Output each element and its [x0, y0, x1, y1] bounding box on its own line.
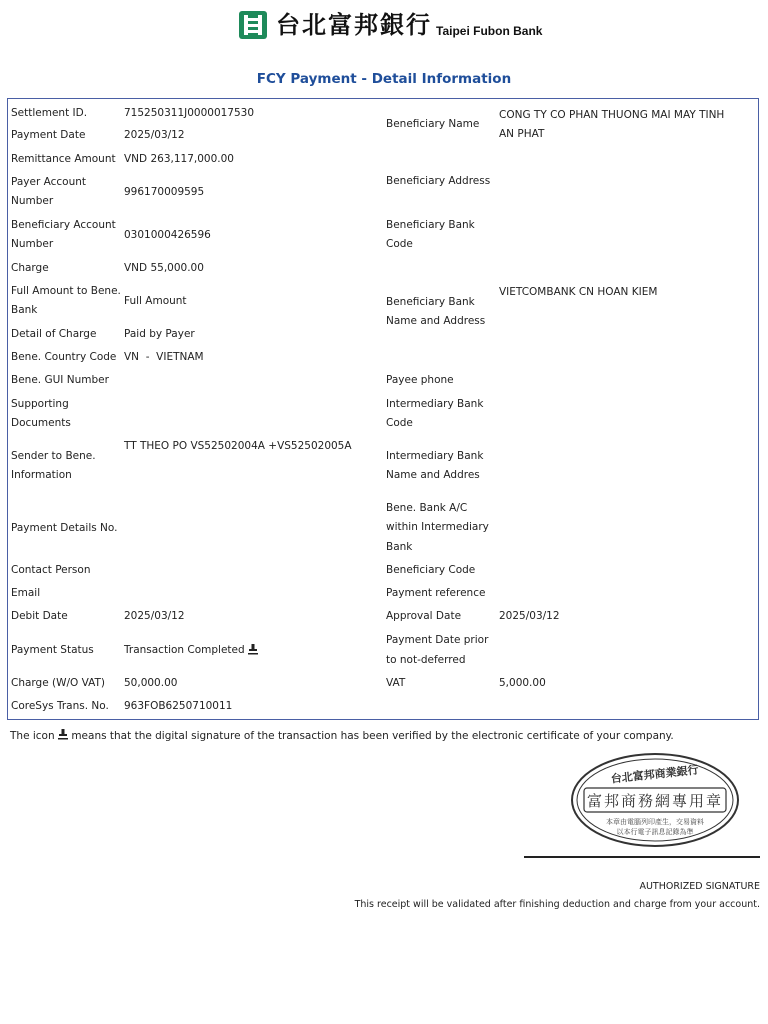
payment-status-value	[124, 641, 258, 661]
debit-date-value: 2025/03/12	[124, 610, 185, 622]
bene-ac-inter-label-1: Bene. Bank A/C	[386, 502, 468, 514]
bene-account-value: 0301000426596	[124, 229, 211, 241]
svg-text:本章由電腦列印產生，交易資料: 本章由電腦列印產生，交易資料	[606, 818, 704, 826]
bene-country-value: VN - VIETNAM	[124, 351, 204, 363]
bene-bank-name-value: VIETCOMBANK CN HOAN KIEM	[499, 286, 658, 298]
bank-name-en: Taipei Fubon Bank	[436, 24, 543, 38]
bene-bank-name-label-1: Beneficiary Bank	[386, 296, 475, 308]
payment-date-value: 2025/03/12	[124, 129, 185, 141]
bene-ac-inter-label-2: within Intermediary	[386, 521, 489, 533]
remittance-amount-value: VND 263,117,000.00	[124, 153, 234, 165]
inter-bank-code-label-1: Intermediary Bank	[386, 398, 484, 410]
inter-bank-name-label-2: Name and Addres	[386, 469, 480, 481]
payment-status-text: Transaction Completed	[124, 644, 245, 656]
supporting-docs-label-2: Documents	[11, 417, 71, 429]
settlement-id-value: 715250311J0000017530	[124, 107, 255, 119]
receipt-note: This receipt will be validated after finishing deduction and charge from your account.	[354, 899, 760, 910]
bene-name-value-2: AN PHAT	[499, 128, 545, 140]
approval-date-label: Approval Date	[386, 610, 462, 622]
charge-label: Charge	[11, 262, 49, 274]
signature-note	[10, 728, 674, 742]
detail-charge-value: Paid by Payer	[124, 328, 195, 340]
bene-bank-code-label-1: Beneficiary Bank	[386, 219, 475, 231]
verified-signature-icon	[58, 728, 68, 740]
payment-details-label: Payment Details No.	[11, 522, 118, 534]
sender-info-value: TT THEO PO VS52502004A +VS52502005A	[124, 440, 352, 452]
full-amount-label-1: Full Amount to Bene.	[11, 285, 121, 297]
payment-date-label: Payment Date	[11, 129, 86, 141]
gui-number-label: Bene. GUI Number	[11, 374, 109, 386]
bene-account-label-1: Beneficiary Account	[11, 219, 116, 231]
company-seal-stamp	[570, 752, 740, 848]
svg-text:以本行電子訊息記錄為準: 以本行電子訊息記錄為準	[616, 828, 694, 836]
bank-name-cn: 台北富邦銀行	[276, 11, 432, 39]
charge-wo-vat-value: 50,000.00	[124, 677, 178, 689]
vat-value: 5,000.00	[499, 677, 546, 689]
contact-person-label: Contact Person	[11, 564, 91, 576]
bene-name-value-1: CONG TY CO PHAN THUONG MAI MAY TINH	[499, 109, 725, 121]
inter-bank-code-label-2: Code	[386, 417, 413, 429]
signature-line	[524, 856, 760, 858]
inter-bank-name-label-1: Intermediary Bank	[386, 450, 484, 462]
payer-account-label-2: Number	[11, 195, 54, 207]
vat-label: VAT	[386, 677, 406, 689]
payer-account-label-1: Payer Account	[11, 176, 87, 188]
note-prefix: The icon	[10, 730, 55, 742]
page-header	[0, 0, 768, 60]
email-label: Email	[11, 587, 41, 599]
note-suffix: means that the digital signature of the transaction has been verified by the electronic certificate of your company.	[71, 730, 674, 742]
detail-charge-label: Detail of Charge	[11, 328, 97, 340]
pay-prior-label-2: to not-deferred	[386, 654, 466, 666]
bene-bank-code-label-2: Code	[386, 238, 413, 250]
coresys-value: 963FOB6250710011	[124, 700, 233, 712]
page-title: FCY Payment - Detail Information	[256, 71, 512, 87]
bene-ac-inter-label-3: Bank	[386, 541, 413, 553]
full-amount-value: Full Amount	[124, 295, 187, 307]
bene-address-label: Beneficiary Address	[386, 175, 491, 187]
svg-text:台北富邦商業銀行: 台北富邦商業銀行	[610, 763, 700, 786]
approval-date-value: 2025/03/12	[499, 610, 560, 622]
charge-value: VND 55,000.00	[124, 262, 204, 274]
detail-table	[7, 98, 759, 720]
bene-code-label: Beneficiary Code	[386, 564, 476, 576]
payment-ref-label: Payment reference	[386, 587, 486, 599]
debit-date-label: Debit Date	[11, 610, 68, 622]
bene-name-label: Beneficiary Name	[386, 118, 480, 130]
bene-country-label: Bene. Country Code	[11, 351, 117, 363]
pay-prior-label-1: Payment Date prior	[386, 634, 489, 646]
coresys-label: CoreSys Trans. No.	[11, 700, 109, 712]
payee-phone-label: Payee phone	[386, 374, 454, 386]
sender-info-label-1: Sender to Bene.	[11, 450, 96, 462]
full-amount-label-2: Bank	[11, 304, 38, 316]
payment-status-label: Payment Status	[11, 644, 94, 656]
bene-bank-name-label-2: Name and Address	[386, 315, 486, 327]
bene-account-label-2: Number	[11, 238, 54, 250]
supporting-docs-label-1: Supporting	[11, 398, 69, 410]
bank-logo	[238, 10, 542, 40]
sender-info-label-2: Information	[11, 469, 72, 481]
charge-wo-vat-label: Charge (W/O VAT)	[11, 677, 106, 689]
remittance-amount-label: Remittance Amount	[11, 153, 116, 165]
settlement-id-label: Settlement ID.	[11, 107, 88, 119]
payer-account-value: 996170009595	[124, 186, 205, 198]
verified-signature-icon	[248, 643, 258, 655]
fubon-logo-icon	[238, 10, 268, 40]
svg-text:富邦商務網專用章: 富邦商務網專用章	[586, 792, 724, 810]
authorized-signature-label: AUTHORIZED SIGNATURE	[639, 881, 760, 892]
